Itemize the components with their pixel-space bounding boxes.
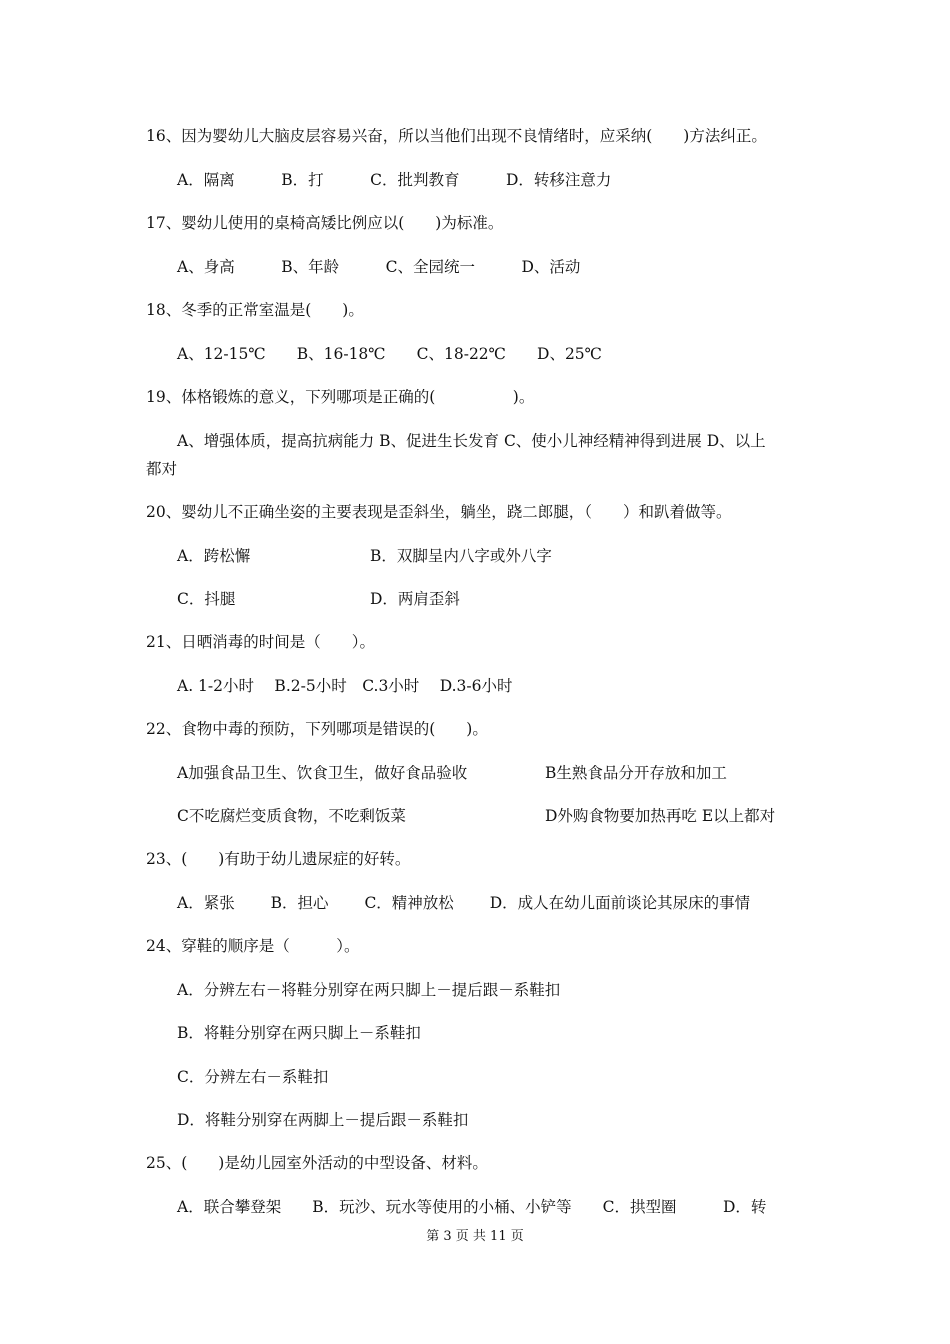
question-20-stem: 20、婴幼儿不正确坐姿的主要表现是歪斜坐，躺坐，跷二郎腿，（ ）和趴着做等。 [146, 503, 732, 521]
question-20-option-d: D．两肩歪斜 [370, 590, 460, 608]
question-25-options: A．联合攀登架 B．玩沙、玩水等使用的小桶、小铲等 C．拱型圈 D．转 [177, 1198, 767, 1216]
question-22-option-b: B生熟食品分开存放和加工 [545, 764, 727, 782]
question-23-stem: 23、( )有助于幼儿遗尿症的好转。 [146, 850, 411, 868]
question-25-stem: 25、( )是幼儿园室外活动的中型设备、材料。 [146, 1154, 488, 1172]
question-18-stem: 18、冬季的正常室温是( )。 [146, 301, 364, 319]
question-24-option-a: A．分辨左右－将鞋分别穿在两只脚上－提后跟－系鞋扣 [177, 981, 561, 999]
question-21-options: A. 1-2小时 B.2-5小时 C.3小时 D.3-6小时 [177, 677, 513, 695]
page-footer: 第 3 页 共 11 页 [426, 1229, 524, 1244]
question-23-options: A．紧张 B．担心 C．精神放松 D．成人在幼儿面前谈论其尿床的事情 [177, 894, 751, 912]
question-16-options: A．隔离 B．打 C．批判教育 D．转移注意力 [177, 171, 612, 189]
question-17-stem: 17、婴幼儿使用的桌椅高矮比例应以( )为标准。 [146, 214, 504, 232]
question-24-option-b: B．将鞋分别穿在两只脚上－系鞋扣 [177, 1024, 421, 1042]
question-18-options: A、12-15℃ B、16-18℃ C、18-22℃ D、25℃ [177, 345, 603, 363]
question-19-stem: 19、体格锻炼的意义，下列哪项是正确的( )。 [146, 388, 535, 406]
question-16-stem: 16、因为婴幼儿大脑皮层容易兴奋，所以当他们出现不良情绪时，应采纳( )方法纠正。 [146, 127, 767, 145]
question-19-options: A、增强体质，提高抗病能力 B、促进生长发育 C、使小儿神经精神得到进展 D、以上 [177, 432, 766, 450]
question-24-option-d: D．将鞋分别穿在两脚上－提后跟－系鞋扣 [177, 1111, 469, 1129]
question-19-options-continued: 都对 [146, 460, 178, 478]
question-21-stem: 21、日晒消毒的时间是（ ）。 [146, 633, 375, 651]
question-22-stem: 22、食物中毒的预防，下列哪项是错误的( )。 [146, 720, 488, 738]
question-22-option-d: D外购食物要加热再吃 E以上都对 [545, 807, 776, 825]
question-20-option-b: B．双脚呈内八字或外八字 [370, 547, 552, 565]
question-20-option-a: A．跨松懈 [177, 547, 251, 565]
question-22-option-a: A加强食品卫生、饮食卫生，做好食品验收 [177, 764, 468, 782]
question-24-option-c: C．分辨左右－系鞋扣 [177, 1068, 329, 1086]
question-24-stem: 24、穿鞋的顺序是（ ）。 [146, 937, 360, 955]
question-22-option-c: C不吃腐烂变质食物，不吃剩饭菜 [177, 807, 406, 825]
question-20-option-c: C．抖腿 [177, 590, 236, 608]
question-17-options: A、身高 B、年龄 C、全园统一 D、活动 [177, 258, 581, 276]
